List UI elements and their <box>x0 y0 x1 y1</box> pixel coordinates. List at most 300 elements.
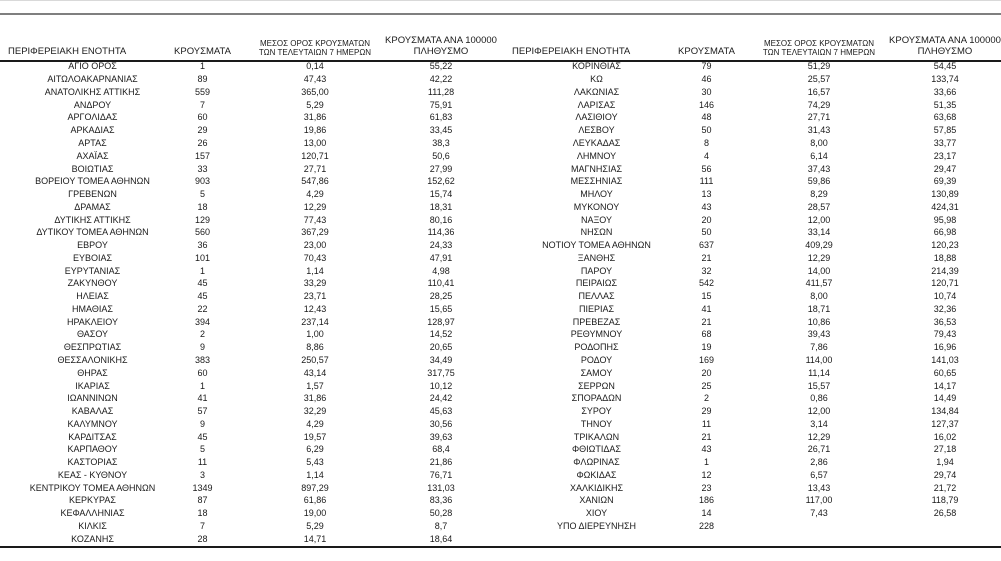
cases-cell: 48 <box>701 112 712 123</box>
avg-7day-cell: 23,71 <box>303 291 327 302</box>
cases-cell: 33 <box>197 163 208 174</box>
avg-7day-cell: 10,86 <box>807 316 831 327</box>
cases-cell: 2 <box>199 329 205 340</box>
cases-cell: 21 <box>701 431 712 442</box>
region-name-cell: ΖΑΚΥΝΘΟΥ <box>67 278 118 289</box>
avg-7day-cell: 7,43 <box>810 508 828 519</box>
avg-7day-cell: 12,29 <box>807 252 831 263</box>
avg-7day-cell: 0,86 <box>810 393 828 404</box>
table-row <box>0 149 497 162</box>
column-header-cases: ΚΡΟΥΣΜΑΤΑ <box>174 45 231 57</box>
avg-7day-cell: 6,14 <box>810 150 828 161</box>
region-name-cell: ΠΑΡΟΥ <box>580 265 613 276</box>
avg-7day-cell: 12,29 <box>807 431 831 442</box>
per-100k-cell: 10,12 <box>429 380 453 391</box>
table-row <box>0 213 497 226</box>
table-row <box>504 532 1001 545</box>
column-header-avg-7day <box>749 14 889 60</box>
region-name-cell: ΑΧΑΪΑΣ <box>76 150 109 161</box>
region-name-cell: ΗΡΑΚΛΕΙΟΥ <box>66 316 119 327</box>
region-name-cell: ΑΓΙΟ ΟΡΟΣ <box>68 61 117 72</box>
table-row <box>0 162 497 175</box>
per-100k-cell: 134,84 <box>931 406 959 417</box>
region-name-cell: ΛΕΣΒΟΥ <box>578 125 615 136</box>
per-100k-cell: 29,74 <box>933 469 957 480</box>
per-100k-cell: 118,79 <box>931 495 959 506</box>
table-row <box>0 86 497 99</box>
cases-cell: 383 <box>194 354 211 365</box>
per-100k-cell: 95,98 <box>933 214 957 225</box>
per-100k-cell: 16,02 <box>933 431 957 442</box>
table-row <box>504 200 1001 213</box>
region-name-cell: ΕΒΡΟΥ <box>77 240 108 251</box>
per-100k-cell: 80,16 <box>429 214 453 225</box>
per-100k-cell: 28,25 <box>429 291 453 302</box>
avg-7day-cell: 33,29 <box>303 278 327 289</box>
per-100k-cell: 214,39 <box>931 265 959 276</box>
per-100k-cell: 69,39 <box>933 176 957 187</box>
table-row <box>0 290 497 303</box>
table-row <box>0 264 497 277</box>
cases-cell: 26 <box>197 137 208 148</box>
avg-7day-cell: 7,86 <box>810 342 828 353</box>
region-name-cell: ΚΑΛΥΜΝΟΥ <box>67 418 118 429</box>
region-name-cell: ΣΠΟΡΑΔΩΝ <box>571 393 622 404</box>
cases-cell: 101 <box>194 252 211 263</box>
cases-cell: 8 <box>703 137 709 148</box>
column-header-region: ΠΕΡΙΦΕΡΕΙΑΚΗ ΕΝΟΤΗΤΑ <box>8 45 127 57</box>
avg-7day-cell: 1,14 <box>306 265 324 276</box>
avg-7day-line1: ΜΕΣΟΣ ΟΡΟΣ ΚΡΟΥΣΜΑΤΩΝ <box>259 39 371 48</box>
table-row <box>504 251 1001 264</box>
region-name-cell: ΘΑΣΟΥ <box>76 329 109 340</box>
table-row <box>0 392 497 405</box>
per-100k-cell: 60,65 <box>933 367 957 378</box>
per-100k-line1: ΚΡΟΥΣΜΑΤΑ ΑΝΑ 100000 <box>385 35 497 46</box>
per-100k-cell: 45,63 <box>429 406 453 417</box>
cases-cell: 157 <box>194 150 211 161</box>
cases-cell: 20 <box>701 214 712 225</box>
per-100k-cell: 21,86 <box>429 457 453 468</box>
per-100k-cell: 128,97 <box>427 316 455 327</box>
region-name-cell: ΚΕΡΚΥΡΑΣ <box>69 495 116 506</box>
region-table-left <box>0 14 497 545</box>
cases-cell: 1349 <box>192 482 213 493</box>
per-100k-cell: 68,4 <box>432 444 450 455</box>
per-100k-line2: ΠΛΗΘΥΣΜΟ <box>917 45 973 57</box>
per-100k-cell: 317,75 <box>427 367 455 378</box>
cases-cell: 542 <box>698 278 715 289</box>
avg-7day-cell: 367,29 <box>301 227 329 238</box>
region-name-cell: ΣΕΡΡΩΝ <box>578 380 615 391</box>
table-row <box>504 162 1001 175</box>
cases-cell: 18 <box>197 201 208 212</box>
table-row <box>504 469 1001 482</box>
table-row <box>504 290 1001 303</box>
table-row <box>504 98 1001 111</box>
per-100k-cell: 120,71 <box>931 278 959 289</box>
cases-cell: 169 <box>698 354 715 365</box>
avg-7day-cell <box>749 520 889 533</box>
table-row <box>0 520 497 533</box>
cases-cell: 394 <box>194 316 211 327</box>
region-name-cell: ΕΥΒΟΙΑΣ <box>72 252 113 263</box>
region-name-cell: ΘΕΣΣΑΛΟΝΙΚΗΣ <box>57 354 128 365</box>
cases-cell: 22 <box>197 303 208 314</box>
cases-cell: 45 <box>197 431 208 442</box>
per-100k-cell: 27,99 <box>429 163 453 174</box>
region-name-cell: ΡΕΘΥΜΝΟΥ <box>570 329 623 340</box>
region-name-cell: ΜΕΣΣΗΝΙΑΣ <box>570 176 623 187</box>
avg-7day-cell: 19,86 <box>303 125 327 136</box>
region-name-cell: ΗΜΑΘΙΑΣ <box>72 303 113 314</box>
cases-cell: 50 <box>701 227 712 238</box>
avg-7day-cell: 2,86 <box>810 457 828 468</box>
per-100k-cell: 130,89 <box>931 189 959 200</box>
cases-cell: 111 <box>699 176 714 187</box>
cases-cell: 79 <box>701 61 712 72</box>
region-name-cell: ΜΥΚΟΝΟΥ <box>573 201 620 212</box>
table-row <box>0 417 497 430</box>
region-name-cell: ΑΝΑΤΟΛΙΚΗΣ ΑΤΤΙΚΗΣ <box>44 86 141 97</box>
per-100k-cell: 39,63 <box>429 431 453 442</box>
table-row <box>0 73 497 86</box>
region-name-cell: ΠΕΛΛΑΣ <box>578 291 615 302</box>
cases-cell: 186 <box>698 495 715 506</box>
avg-7day-cell: 4,29 <box>306 418 324 429</box>
region-name-cell: ΛΗΜΝΟΥ <box>576 150 617 161</box>
per-100k-cell: 47,91 <box>429 252 453 263</box>
table-row <box>504 226 1001 239</box>
per-100k-cell: 111,28 <box>427 86 455 97</box>
per-100k-cell: 114,36 <box>427 227 455 238</box>
per-100k-cell: 133,74 <box>931 74 959 85</box>
table-row <box>0 239 497 252</box>
table-row <box>504 124 1001 137</box>
cases-cell: 129 <box>194 214 211 225</box>
per-100k-cell: 63,68 <box>933 112 957 123</box>
avg-7day-cell: 12,29 <box>303 201 327 212</box>
per-100k-cell: 29,47 <box>933 163 957 174</box>
cases-cell: 25 <box>701 380 712 391</box>
region-name-cell: ΔΥΤΙΚΗΣ ΑΤΤΙΚΗΣ <box>54 214 131 225</box>
per-100k-cell: 33,45 <box>429 125 453 136</box>
cases-cell: 60 <box>197 112 208 123</box>
region-name-cell: ΕΥΡΥΤΑΝΙΑΣ <box>64 265 121 276</box>
per-100k-cell <box>889 520 1001 533</box>
avg-7day-cell: 31,43 <box>807 125 831 136</box>
region-name-cell: ΣΑΜΟΥ <box>580 367 613 378</box>
avg-7day-cell: 5,29 <box>306 520 324 531</box>
per-100k-cell: 20,65 <box>429 342 453 353</box>
per-100k-line2: ΠΛΗΘΥΣΜΟ <box>413 45 469 57</box>
per-100k-cell: 30,56 <box>429 418 453 429</box>
avg-7day-cell: 32,29 <box>303 406 327 417</box>
table-row <box>504 264 1001 277</box>
region-name-cell: ΛΑΡΙΣΑΣ <box>577 99 616 110</box>
region-name-cell: ΧΑΛΚΙΔΙΚΗΣ <box>569 482 624 493</box>
cases-cell: 146 <box>698 99 715 110</box>
avg-7day-cell: 28,57 <box>807 201 831 212</box>
region-name-cell: ΠΕΙΡΑΙΩΣ <box>575 278 618 289</box>
header-row <box>504 14 1001 60</box>
table-row <box>504 481 1001 494</box>
region-name-cell: ΔΥΤΙΚΟΥ ΤΟΜΕΑ ΑΘΗΝΩΝ <box>36 227 149 238</box>
cases-cell: 3 <box>199 469 205 480</box>
region-name-cell: ΛΑΚΩΝΙΑΣ <box>573 86 620 97</box>
cases-cell: 21 <box>701 316 712 327</box>
avg-7day-cell: 27,71 <box>807 112 831 123</box>
per-100k-cell: 110,41 <box>427 278 455 289</box>
avg-7day-cell: 1,57 <box>306 380 324 391</box>
cases-cell: 36 <box>197 240 208 251</box>
column-header-per-100k <box>385 14 497 60</box>
table-row <box>0 341 497 354</box>
avg-7day-cell: 8,86 <box>306 342 324 353</box>
table-row <box>0 175 497 188</box>
column-header-per-100k <box>889 14 1001 60</box>
per-100k-cell: 152,62 <box>427 176 455 187</box>
region-name-cell: ΒΟΡΕΙΟΥ ΤΟΜΕΑ ΑΘΗΝΩΝ <box>35 176 150 187</box>
cases-cell: 32 <box>701 265 712 276</box>
table-row <box>504 430 1001 443</box>
cases-cell: 228 <box>698 520 715 531</box>
table-row <box>504 213 1001 226</box>
per-100k-cell: 18,88 <box>933 252 957 263</box>
region-name-cell: ΚΑΡΔΙΤΣΑΣ <box>68 431 117 442</box>
per-100k-cell: 141,03 <box>931 354 959 365</box>
table-row <box>504 417 1001 430</box>
cases-cell: 5 <box>199 189 205 200</box>
table-row <box>0 456 497 469</box>
avg-7day-cell: 51,29 <box>807 61 831 72</box>
cases-cell: 29 <box>701 406 712 417</box>
per-100k-cell: 10,74 <box>933 291 957 302</box>
region-name-cell: ΑΡΚΑΔΙΑΣ <box>70 125 115 136</box>
cases-cell: 20 <box>701 367 712 378</box>
region-name-cell: ΝΑΞΟΥ <box>580 214 613 225</box>
table-row <box>0 354 497 367</box>
avg-7day-cell: 12,00 <box>807 406 831 417</box>
column-header-avg-7day <box>245 14 385 60</box>
region-name-cell: ΓΡΕΒΕΝΩΝ <box>68 189 117 200</box>
table-row <box>0 137 497 150</box>
table-row <box>0 303 497 316</box>
table-row <box>0 226 497 239</box>
cases-cell: 14 <box>701 508 712 519</box>
avg-7day-cell: 1,14 <box>306 469 324 480</box>
cases-cell: 50 <box>701 125 712 136</box>
cases-cell: 5 <box>199 444 205 455</box>
cases-cell: 1 <box>199 380 205 391</box>
avg-7day-cell: 12,00 <box>807 214 831 225</box>
cases-cell: 45 <box>197 278 208 289</box>
per-100k-cell: 15,74 <box>429 189 453 200</box>
cases-cell: 1 <box>199 61 205 72</box>
per-100k-cell: 34,49 <box>429 354 453 365</box>
region-name-cell: ΡΟΔΟΠΗΣ <box>574 342 619 353</box>
table-row <box>504 86 1001 99</box>
per-100k-cell: 83,36 <box>429 495 453 506</box>
per-100k-cell: 66,98 <box>933 227 957 238</box>
region-name-cell: ΚΟΡΙΝΘΙΑΣ <box>572 61 621 72</box>
region-name-cell: ΠΙΕΡΙΑΣ <box>578 303 615 314</box>
cases-cell: 7 <box>199 99 205 110</box>
avg-7day-cell: 39,43 <box>807 329 831 340</box>
per-100k-cell: 15,65 <box>429 303 453 314</box>
per-100k-cell: 76,71 <box>429 469 453 480</box>
per-100k-cell: 50,6 <box>432 150 450 161</box>
region-name-cell: ΙΩΑΝΝΙΝΩΝ <box>67 393 118 404</box>
avg-7day-cell: 8,00 <box>810 137 828 148</box>
region-name-cell: ΛΑΣΙΘΙΟΥ <box>575 112 618 123</box>
cases-cell: 4 <box>703 150 709 161</box>
per-100k-cell: 42,22 <box>429 74 453 85</box>
table-row <box>0 60 497 73</box>
cases-cell: 28 <box>197 533 208 544</box>
avg-7day-line2: ΤΩΝ ΤΕΛΕΥΤΑΙΩΝ 7 ΗΜΕΡΩΝ <box>258 48 372 57</box>
table-row <box>504 73 1001 86</box>
cases-cell: 29 <box>197 125 208 136</box>
avg-7day-cell: 897,29 <box>301 482 329 493</box>
per-100k-cell: 54,45 <box>933 61 957 72</box>
per-100k-cell: 27,18 <box>933 444 957 455</box>
table-row <box>0 507 497 520</box>
avg-7day-line1: ΜΕΣΟΣ ΟΡΟΣ ΚΡΟΥΣΜΑΤΩΝ <box>763 39 875 48</box>
table-row <box>0 430 497 443</box>
per-100k-cell: 1,94 <box>936 457 954 468</box>
table-row <box>0 315 497 328</box>
region-name-cell: ΘΕΣΠΡΩΤΙΑΣ <box>63 342 122 353</box>
avg-7day-cell: 31,86 <box>303 112 327 123</box>
region-name-cell: ΣΥΡΟΥ <box>581 406 612 417</box>
table-row <box>0 494 497 507</box>
region-name-cell: ΑΙΤΩΛΟΑΚΑΡΝΑΝΙΑΣ <box>47 74 138 85</box>
per-100k-cell: 79,43 <box>933 329 957 340</box>
table-row <box>504 354 1001 367</box>
cases-cell: 46 <box>701 74 712 85</box>
cases-cell: 7 <box>199 520 205 531</box>
table-row <box>0 98 497 111</box>
avg-7day-cell: 5,29 <box>306 99 324 110</box>
avg-7day-cell: 3,14 <box>810 418 828 429</box>
per-100k-cell: 38,3 <box>432 137 450 148</box>
per-100k-cell: 75,91 <box>429 99 453 110</box>
avg-7day-cell: 74,29 <box>807 99 831 110</box>
region-name-cell: ΧΙΟΥ <box>585 508 608 519</box>
cases-cell: 1 <box>703 457 709 468</box>
per-100k-cell: 23,17 <box>933 150 957 161</box>
cases-cell: 30 <box>701 86 712 97</box>
table-row <box>0 188 497 201</box>
avg-7day-cell: 117,00 <box>805 495 833 506</box>
region-name-cell: ΚΑΡΠΑΘΟΥ <box>67 444 118 455</box>
cases-cell: 560 <box>194 227 211 238</box>
table-row <box>0 200 497 213</box>
cases-cell: 11 <box>197 457 208 468</box>
per-100k-cell: 120,23 <box>931 240 959 251</box>
avg-7day-cell: 59,86 <box>807 176 831 187</box>
avg-7day-cell: 19,00 <box>303 508 327 519</box>
avg-7day-cell: 19,57 <box>303 431 327 442</box>
avg-7day-line2: ΤΩΝ ΤΕΛΕΥΤΑΙΩΝ 7 ΗΜΕΡΩΝ <box>762 48 876 57</box>
region-name-cell: ΦΛΩΡΙΝΑΣ <box>573 457 620 468</box>
region-name-cell: ΑΝΔΡΟΥ <box>73 99 112 110</box>
per-100k-cell: 26,58 <box>933 508 957 519</box>
table-row <box>504 494 1001 507</box>
region-name-cell: ΤΗΝΟΥ <box>580 418 613 429</box>
cases-cell: 45 <box>197 291 208 302</box>
table-row <box>504 379 1001 392</box>
column-header-region: ΠΕΡΙΦΕΡΕΙΑΚΗ ΕΝΟΤΗΤΑ <box>512 45 631 57</box>
region-name-cell: ΝΟΤΙΟΥ ΤΟΜΕΑ ΑΘΗΝΩΝ <box>542 240 651 251</box>
avg-7day-cell: 11,14 <box>808 367 830 378</box>
table-row <box>504 239 1001 252</box>
avg-7day-cell: 8,00 <box>810 291 828 302</box>
table-row <box>504 111 1001 124</box>
table-row <box>0 251 497 264</box>
table-row <box>0 328 497 341</box>
table-row <box>504 60 1001 73</box>
per-100k-cell: 18,31 <box>429 201 453 212</box>
table-row <box>504 303 1001 316</box>
region-name-cell: ΡΟΔΟΥ <box>580 354 613 365</box>
per-100k-cell: 14,17 <box>933 380 957 391</box>
region-name-cell: ΔΡΑΜΑΣ <box>74 201 111 212</box>
avg-7day-cell: 114,00 <box>805 354 833 365</box>
region-name-cell: ΛΕΥΚΑΔΑΣ <box>572 137 621 148</box>
avg-7day-cell: 25,57 <box>807 74 831 85</box>
per-100k-cell: 131,03 <box>427 482 455 493</box>
table-row <box>0 532 497 545</box>
cases-cell: 903 <box>194 176 211 187</box>
region-name-cell: ΥΠΟ ΔΙΕΡΕΥΝΗΣΗ <box>556 520 637 531</box>
avg-7day-cell: 547,86 <box>301 176 329 187</box>
avg-7day-cell: 6,57 <box>810 469 828 480</box>
region-name-cell: ΒΟΙΩΤΙΑΣ <box>71 163 114 174</box>
region-name-cell <box>504 532 664 545</box>
table-row <box>504 341 1001 354</box>
header-row <box>0 14 497 60</box>
per-100k-cell: 14,49 <box>933 393 957 404</box>
avg-7day-cell: 8,29 <box>810 189 828 200</box>
table-row <box>0 366 497 379</box>
table-row <box>504 315 1001 328</box>
per-100k-cell: 55,22 <box>429 61 453 72</box>
avg-7day-cell: 6,29 <box>306 444 324 455</box>
per-100k-cell: 127,37 <box>931 418 959 429</box>
avg-7day-cell: 12,43 <box>303 303 327 314</box>
avg-7day-cell: 13,43 <box>807 482 831 493</box>
region-name-cell: ΚΙΛΚΙΣ <box>78 520 107 531</box>
table-row <box>0 469 497 482</box>
cases-cell: 9 <box>199 342 205 353</box>
avg-7day-cell: 365,00 <box>301 86 329 97</box>
table-row <box>0 277 497 290</box>
avg-7day-cell: 4,29 <box>306 189 324 200</box>
cases-cell: 9 <box>199 418 205 429</box>
cases-cell: 11 <box>701 418 712 429</box>
cases-cell: 12 <box>701 469 712 480</box>
cases-cell: 2 <box>703 393 709 404</box>
cases-cell: 41 <box>197 393 208 404</box>
cases-cell: 15 <box>701 291 712 302</box>
cases-cell: 18 <box>197 508 208 519</box>
region-name-cell: ΘΗΡΑΣ <box>77 367 108 378</box>
per-100k-cell: 32,36 <box>933 303 957 314</box>
avg-7day-cell: 120,71 <box>301 150 329 161</box>
per-100k-cell: 57,85 <box>933 125 957 136</box>
